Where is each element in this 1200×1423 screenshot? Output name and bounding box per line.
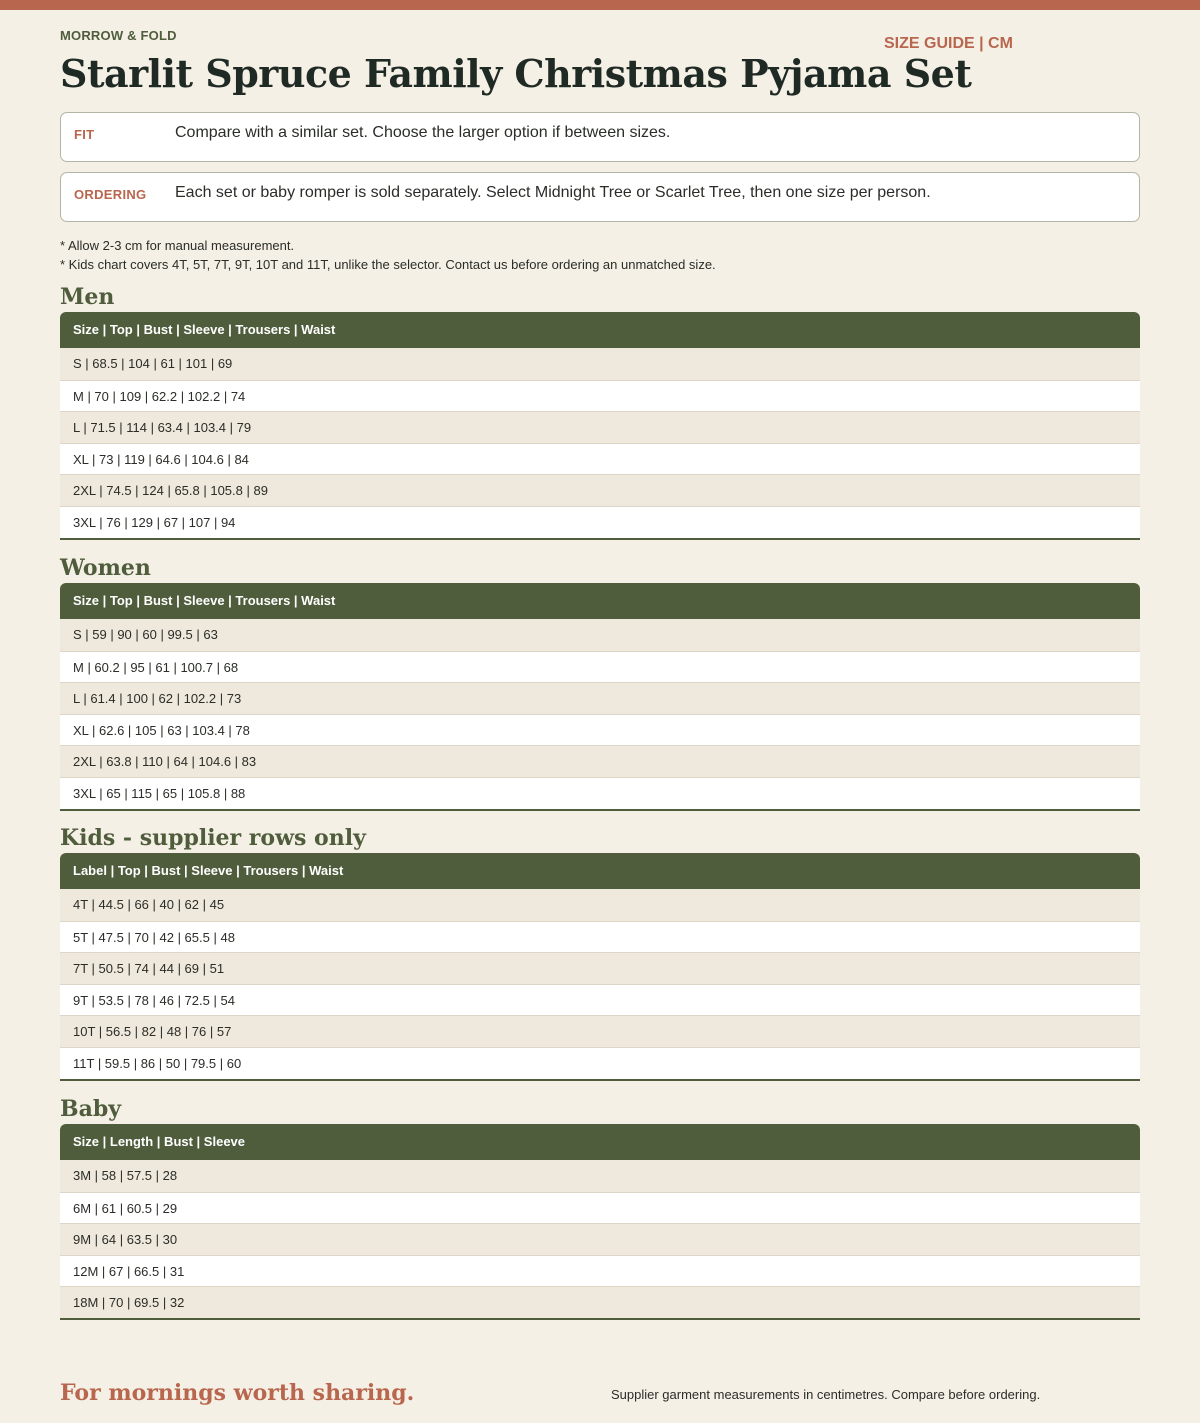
section-title-baby: Baby — [60, 1096, 122, 1122]
size-table-kids — [60, 853, 1140, 1081]
table-row: 3M | 58 | 57.5 | 28 — [60, 1160, 1140, 1192]
fit-note-text: Compare with a similar set. Choose the larger option if between sizes. — [175, 124, 671, 141]
table-row: 6M | 61 | 60.5 | 29 — [60, 1192, 1140, 1224]
table-row: M | 60.2 | 95 | 61 | 100.7 | 68 — [60, 651, 1140, 683]
footer-tagline: For mornings worth sharing. — [60, 1380, 415, 1406]
table-row: 2XL | 74.5 | 124 | 65.8 | 105.8 | 89 — [60, 474, 1140, 506]
footnote: * Allow 2-3 cm for manual measurement. — [60, 238, 295, 253]
top-accent-bar — [0, 0, 1200, 10]
size-table-men — [60, 312, 1140, 540]
table-row: 3XL | 76 | 129 | 67 | 107 | 94 — [60, 506, 1140, 538]
table-row: 4T | 44.5 | 66 | 40 | 62 | 45 — [60, 889, 1140, 921]
table-row: 9T | 53.5 | 78 | 46 | 72.5 | 54 — [60, 984, 1140, 1016]
table-body — [60, 889, 1140, 1079]
table-row: L | 71.5 | 114 | 63.4 | 103.4 | 79 — [60, 411, 1140, 443]
fit-note-label: FIT — [74, 127, 95, 142]
table-row: S | 59 | 90 | 60 | 99.5 | 63 — [60, 619, 1140, 651]
table-row: 12M | 67 | 66.5 | 31 — [60, 1255, 1140, 1287]
brand-name: MORROW & FOLD — [60, 28, 177, 43]
table-row: 3XL | 65 | 115 | 65 | 105.8 | 88 — [60, 777, 1140, 809]
size-table-baby — [60, 1124, 1140, 1320]
ordering-note — [60, 172, 1140, 222]
table-row: 7T | 50.5 | 74 | 44 | 69 | 51 — [60, 952, 1140, 984]
ordering-note-text: Each set or baby romper is sold separately. Select Midnight Tree or Scarlet Tree, then one size per person. — [175, 184, 931, 201]
table-header: Size | Top | Bust | Sleeve | Trousers | Waist — [60, 583, 1140, 619]
table-row: S | 68.5 | 104 | 61 | 101 | 69 — [60, 348, 1140, 380]
table-header: Size | Top | Bust | Sleeve | Trousers | Waist — [60, 312, 1140, 348]
table-row: XL | 62.6 | 105 | 63 | 103.4 | 78 — [60, 714, 1140, 746]
table-row: M | 70 | 109 | 62.2 | 102.2 | 74 — [60, 380, 1140, 412]
table-row: L | 61.4 | 100 | 62 | 102.2 | 73 — [60, 682, 1140, 714]
footer-note: Supplier garment measurements in centimetres. Compare before ordering. — [611, 1387, 1041, 1402]
table-body — [60, 348, 1140, 538]
footnotes — [60, 236, 716, 274]
size-guide-tag: SIZE GUIDE | CM — [884, 35, 1013, 52]
table-row: 5T | 47.5 | 70 | 42 | 65.5 | 48 — [60, 921, 1140, 953]
footnote: * Kids chart covers 4T, 5T, 7T, 9T, 10T and 11T, unlike the selector. Contact us before ordering an unmatched size. — [60, 257, 716, 272]
fit-note — [60, 112, 1140, 162]
section-title-kids: Kids - supplier rows only — [60, 825, 366, 851]
page-title: Starlit Spruce Family Christmas Pyjama Set — [60, 51, 972, 96]
section-title-women: Women — [60, 555, 151, 581]
table-header: Label | Top | Bust | Sleeve | Trousers | Waist — [60, 853, 1140, 889]
table-header: Size | Length | Bust | Sleeve — [60, 1124, 1140, 1160]
table-row: 18M | 70 | 69.5 | 32 — [60, 1286, 1140, 1318]
table-row: 2XL | 63.8 | 110 | 64 | 104.6 | 83 — [60, 745, 1140, 777]
table-row: 9M | 64 | 63.5 | 30 — [60, 1223, 1140, 1255]
table-row: 11T | 59.5 | 86 | 50 | 79.5 | 60 — [60, 1047, 1140, 1079]
table-row: XL | 73 | 119 | 64.6 | 104.6 | 84 — [60, 443, 1140, 475]
table-row: 10T | 56.5 | 82 | 48 | 76 | 57 — [60, 1015, 1140, 1047]
section-title-men: Men — [60, 284, 115, 310]
ordering-note-label: ORDERING — [74, 187, 147, 202]
table-body — [60, 619, 1140, 809]
size-table-women — [60, 583, 1140, 811]
table-body — [60, 1160, 1140, 1318]
